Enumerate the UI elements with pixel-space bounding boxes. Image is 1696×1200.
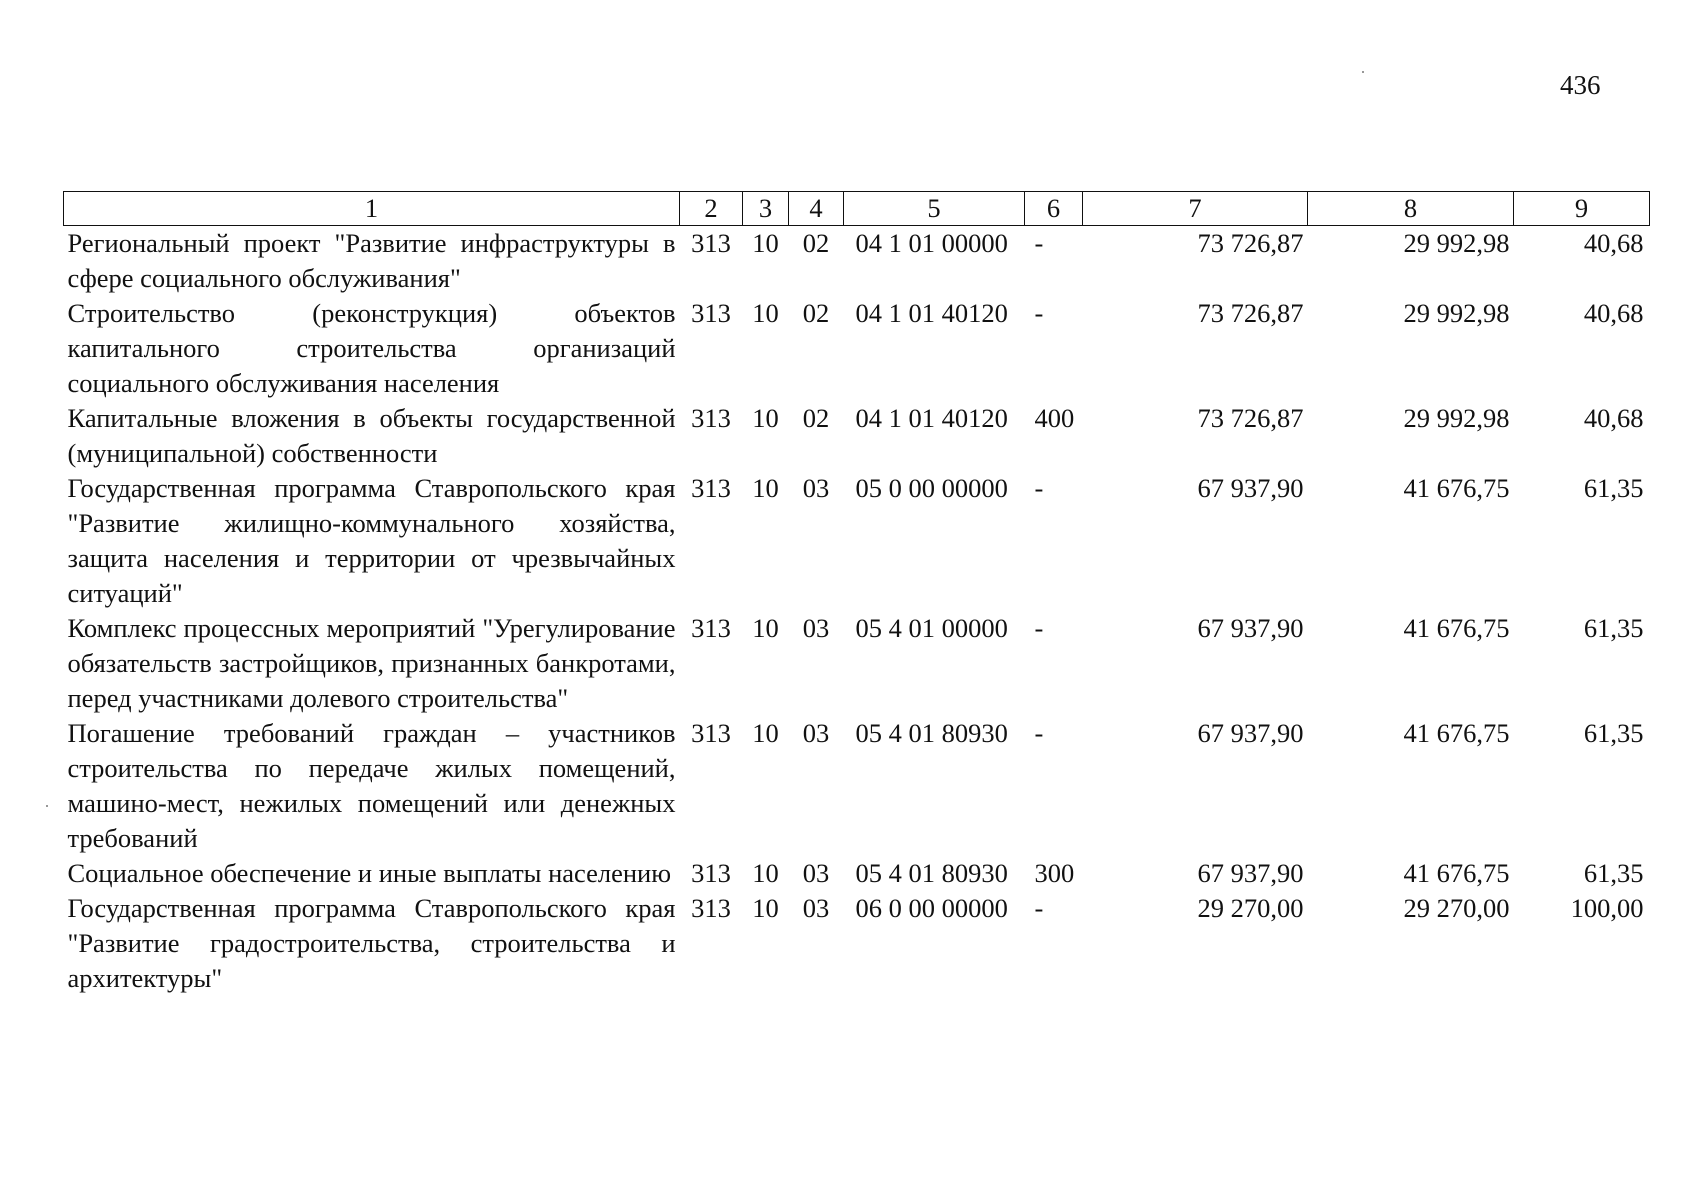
column-header: 7 (1083, 192, 1308, 226)
column-header: 9 (1514, 192, 1650, 226)
row-name: Государственная программа Ставропольского края "Развитие градостроительства, строительства и архитектуры" (67, 893, 676, 993)
code-cell: 02 (802, 228, 830, 258)
target-article-cell: 05 0 00 00000 (855, 473, 1008, 503)
table-row (64, 401, 1650, 471)
expense-type-cell: - (1034, 298, 1044, 328)
table-row (64, 226, 1650, 297)
amount-cell: 29 992,98 (1403, 228, 1510, 258)
column-header: 6 (1025, 192, 1083, 226)
page-number: 436 (1560, 70, 1601, 100)
amount-cell: 73 726,87 (1197, 228, 1304, 258)
target-article-cell: 04 1 01 40120 (855, 298, 1008, 328)
percent-cell: 40,68 (1583, 403, 1644, 433)
target-article-cell: 04 1 01 00000 (855, 228, 1008, 258)
column-header: 5 (844, 192, 1025, 226)
percent-cell: 61,35 (1583, 718, 1644, 748)
percent-cell: 40,68 (1583, 228, 1644, 258)
row-name: Строительство (реконструкция) объектов капитального строительства организаций социального обслуживания населения (67, 298, 676, 398)
amount-cell: 41 676,75 (1403, 473, 1510, 503)
amount-cell: 67 937,90 (1197, 858, 1304, 888)
code-cell: 313 (691, 403, 731, 433)
budget-table (63, 191, 1650, 996)
expense-type-cell: - (1034, 718, 1044, 748)
table-row (64, 716, 1650, 856)
code-cell: 10 (752, 718, 779, 748)
code-cell: 313 (691, 858, 731, 888)
row-name: Капитальные вложения в объекты государственной (муниципальной) собственности (67, 403, 676, 468)
code-cell: 10 (752, 298, 779, 328)
scan-speck (1362, 71, 1364, 73)
code-cell: 10 (752, 473, 779, 503)
column-header: 8 (1308, 192, 1514, 226)
amount-cell: 41 676,75 (1403, 613, 1510, 643)
amount-cell: 41 676,75 (1403, 718, 1510, 748)
code-cell: 03 (802, 473, 830, 503)
row-name: Социальное обеспечение и иные выплаты населению (67, 858, 672, 888)
amount-cell: 29 270,00 (1197, 893, 1304, 923)
expense-type-cell: - (1034, 613, 1044, 643)
amount-cell: 67 937,90 (1197, 613, 1304, 643)
code-cell: 10 (752, 613, 779, 643)
code-cell: 313 (691, 298, 731, 328)
scan-speck (46, 805, 48, 807)
target-article-cell: 05 4 01 80930 (855, 858, 1008, 888)
table-row (64, 856, 1650, 891)
code-cell: 10 (752, 893, 779, 923)
column-header: 4 (789, 192, 844, 226)
target-article-cell: 04 1 01 40120 (855, 403, 1008, 433)
table-row (64, 471, 1650, 611)
amount-cell: 67 937,90 (1197, 718, 1304, 748)
expense-type-cell: - (1034, 228, 1044, 258)
expense-type-cell: 300 (1034, 858, 1075, 888)
column-header: 3 (743, 192, 789, 226)
expense-type-cell: 400 (1034, 403, 1075, 433)
code-cell: 313 (691, 893, 731, 923)
amount-cell: 41 676,75 (1403, 858, 1510, 888)
code-cell: 313 (691, 613, 731, 643)
target-article-cell: 06 0 00 00000 (855, 893, 1008, 923)
amount-cell: 73 726,87 (1197, 298, 1304, 328)
table-row (64, 611, 1650, 716)
code-cell: 10 (752, 403, 779, 433)
header-row (64, 192, 1650, 226)
amount-cell: 29 270,00 (1403, 893, 1510, 923)
code-cell: 02 (802, 298, 830, 328)
table-row (64, 891, 1650, 996)
code-cell: 10 (752, 228, 779, 258)
row-name: Региональный проект "Развитие инфраструктуры в сфере социального обслуживания" (67, 228, 676, 293)
percent-cell: 61,35 (1583, 858, 1644, 888)
percent-cell: 61,35 (1583, 613, 1644, 643)
code-cell: 313 (691, 718, 731, 748)
code-cell: 03 (802, 858, 830, 888)
amount-cell: 29 992,98 (1403, 403, 1510, 433)
amount-cell: 29 992,98 (1403, 298, 1510, 328)
row-name: Комплекс процессных мероприятий "Урегулирование обязательств застройщиков, признанных банкротами, перед участниками долевого строительства" (67, 613, 676, 713)
row-name: Погашение требований граждан – участников строительства по передаче жилых помещений, машино-мест, нежилых помещений или денежных требований (67, 718, 676, 853)
percent-cell: 61,35 (1583, 473, 1644, 503)
code-cell: 313 (691, 228, 731, 258)
target-article-cell: 05 4 01 00000 (855, 613, 1008, 643)
code-cell: 02 (802, 403, 830, 433)
expense-type-cell: - (1034, 473, 1044, 503)
column-header: 2 (680, 192, 743, 226)
code-cell: 03 (802, 893, 830, 923)
code-cell: 03 (802, 718, 830, 748)
percent-cell: 40,68 (1583, 298, 1644, 328)
percent-cell: 100,00 (1570, 893, 1644, 923)
table-row (64, 296, 1650, 401)
table-body (64, 226, 1650, 997)
code-cell: 10 (752, 858, 779, 888)
column-header: 1 (64, 192, 680, 226)
code-cell: 03 (802, 613, 830, 643)
table-header (64, 192, 1650, 226)
target-article-cell: 05 4 01 80930 (855, 718, 1008, 748)
amount-cell: 67 937,90 (1197, 473, 1304, 503)
code-cell: 313 (691, 473, 731, 503)
expense-type-cell: - (1034, 893, 1044, 923)
row-name: Государственная программа Ставропольского края "Развитие жилищно-коммунального хозяйства, защита населения и территории от чрезвычайных ситуаций" (67, 473, 676, 608)
amount-cell: 73 726,87 (1197, 403, 1304, 433)
